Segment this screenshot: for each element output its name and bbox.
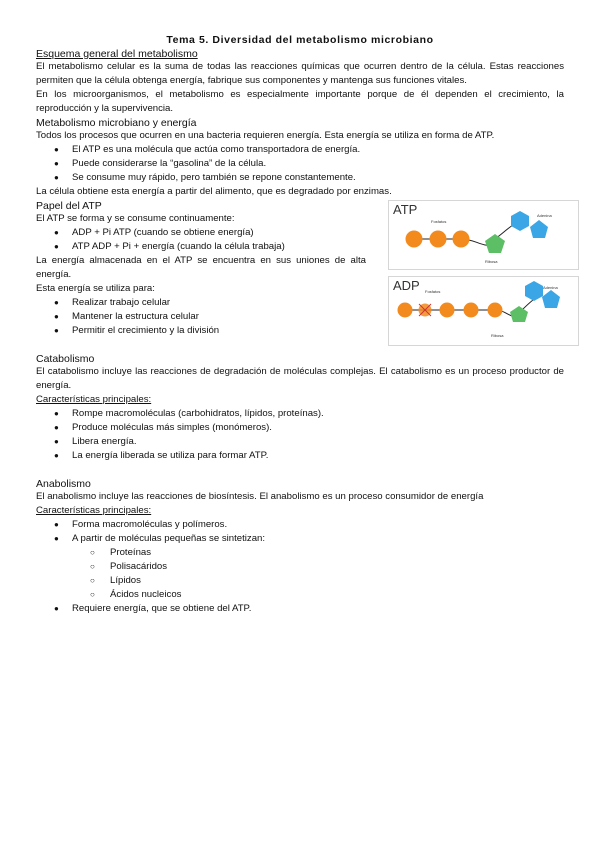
- atp-diagram: [388, 200, 579, 270]
- paragraph: El metabolismo celular es la suma de todas las reacciones químicas que ocurren dentro de la célula. Estas reacciones permiten que la célula obtenga energía, fabrique sus componentes y mantenga sus funciones vitales.: [36, 61, 564, 86]
- list-item: ● Se consume muy rápido, pero también se repone constantemente.: [36, 171, 564, 185]
- atp-section: [36, 200, 564, 338]
- bullet-list: [36, 518, 564, 616]
- sub-list-item: ○ Lípidos: [36, 574, 564, 588]
- list-item: ● Realizar trabajo celular: [36, 296, 366, 310]
- adp-label: ADP: [393, 278, 420, 293]
- phosphate-circle: [488, 303, 503, 318]
- adenine-pentagon: [542, 290, 560, 308]
- phosphate-circle-removed: [419, 304, 432, 317]
- section-heading-energia: Metabolismo microbiano y energía: [36, 117, 197, 129]
- list-item: ● El ATP es una molécula que actúa como transportadora de energía.: [36, 143, 564, 157]
- paragraph: Todos los procesos que ocurren en una bacteria requieren energía. Esta energía se utiliza en forma de ATP.: [36, 130, 495, 141]
- caracteristicas-heading: Características principales:: [36, 505, 152, 516]
- list-item: ● ADP + Pi ATP (cuando se obtiene energía): [36, 226, 366, 240]
- paragraph: El catabolismo incluye las reacciones de degradación de moléculas complejas. El catabolismo es un proceso productor de energía.: [36, 366, 564, 391]
- phosphate-circle: [398, 303, 413, 318]
- section-heading-catabolismo: Catabolismo: [36, 353, 95, 365]
- break-mark: [419, 304, 431, 316]
- adenine-hexagon: [525, 281, 543, 301]
- list-item: ● Permitir el crecimiento y la división: [36, 324, 366, 338]
- bullet-list: [36, 296, 366, 338]
- bullet-list: [36, 226, 366, 254]
- page-title: Tema 5. Diversidad del metabolismo microbiano: [166, 34, 434, 46]
- section-heading-esquema: Esquema general del metabolismo: [36, 48, 198, 60]
- ribosa-label: Ribosa: [485, 259, 498, 264]
- ribose-pentagon: [485, 234, 505, 253]
- fosfatos-label: Fosfatos: [425, 289, 441, 294]
- paragraph: El anabolismo incluye las reacciones de biosíntesis. El anabolismo es un proceso consumidor de energía: [36, 491, 484, 502]
- ribosa-label: Ribosa: [491, 333, 504, 338]
- bullet-list: [36, 143, 564, 185]
- atp-molecule-graphic: [389, 201, 578, 269]
- list-item: ● Rompe macromoléculas (carbohidratos, lípidos, proteínas).: [36, 407, 564, 421]
- phosphate-circle: [406, 231, 423, 248]
- paragraph: La energía almacenada en el ATP se encuentra en sus uniones de alta energía.: [36, 255, 366, 280]
- sub-list-item: ○ Proteínas: [36, 546, 564, 560]
- section-heading-anabolismo: Anabolismo: [36, 478, 91, 490]
- adenine-pentagon: [530, 220, 548, 238]
- caracteristicas-heading: Características principales:: [36, 394, 152, 405]
- paragraph: La célula obtiene esta energía a partir del alimento, que es degradado por enzimas.: [36, 186, 392, 197]
- adenine-hexagon: [511, 211, 529, 231]
- paragraph: En los microorganismos, el metabolismo es especialmente importante porque de él dependen el crecimiento, la reproducción y la supervivencia.: [36, 89, 564, 114]
- paragraph: El ATP se forma y se consume continuamente:: [36, 213, 235, 224]
- list-item: ● A partir de moléculas pequeñas se sintetizan:: [36, 532, 564, 546]
- sub-list-item: ○ Polisacáridos: [36, 560, 564, 574]
- list-item: ● Forma macromoléculas y polímeros.: [36, 518, 564, 532]
- ribose-pentagon: [510, 306, 528, 322]
- list-item: ● ATP ADP + Pi + energía (cuando la célula trabaja): [36, 240, 366, 254]
- list-item: ● Requiere energía, que se obtiene del ATP.: [36, 602, 564, 616]
- phosphate-circle: [453, 231, 470, 248]
- sub-list-item: ○ Ácidos nucleicos: [36, 588, 564, 602]
- adenina-label: Adenina: [537, 213, 552, 218]
- bullet-list: [36, 407, 564, 463]
- list-item: ● Mantener la estructura celular: [36, 310, 366, 324]
- paragraph: Esta energía se utiliza para:: [36, 283, 155, 294]
- phosphate-circle: [440, 303, 455, 318]
- document-page: [36, 34, 564, 616]
- fosfatos-label: Fosfatos: [431, 219, 447, 224]
- phosphate-circle: [430, 231, 447, 248]
- list-item: ● La energía liberada se utiliza para formar ATP.: [36, 449, 564, 463]
- adenina-label: Adenina: [543, 285, 558, 290]
- break-mark: [419, 304, 431, 316]
- section-heading-papel: Papel del ATP: [36, 200, 102, 212]
- list-item: ● Libera energía.: [36, 435, 564, 449]
- adp-diagram: [388, 276, 579, 346]
- atp-label: ATP: [393, 202, 418, 217]
- list-item: ● Puede considerarse la “gasolina” de la célula.: [36, 157, 564, 171]
- phosphate-circle: [464, 303, 479, 318]
- list-item: ● Produce moléculas más simples (monómeros).: [36, 421, 564, 435]
